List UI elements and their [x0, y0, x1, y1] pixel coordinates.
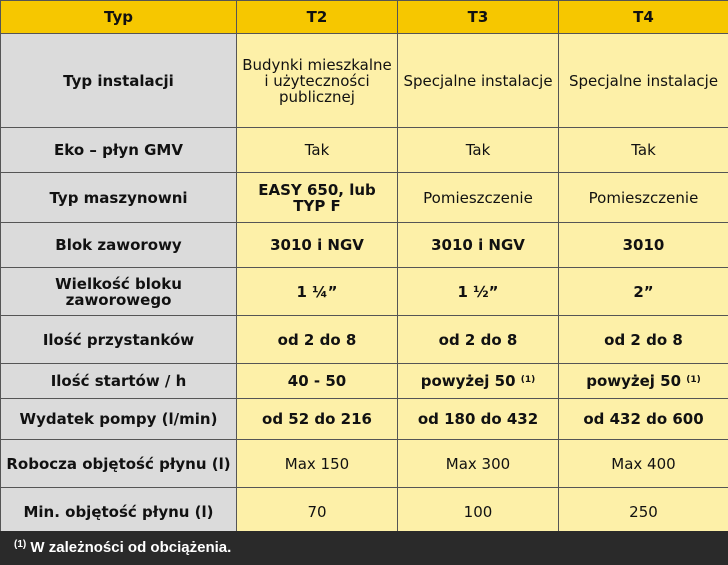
row-label: Eko – płyn GMV: [1, 128, 237, 173]
table-row: [1, 364, 728, 399]
cell-t4: Specjalne instalacje: [559, 34, 728, 128]
footnote-marker: (1): [520, 375, 536, 385]
cell-t3: Tak: [398, 128, 559, 173]
row-label: Blok zaworowy: [1, 223, 237, 268]
table-row: [1, 128, 728, 173]
row-label: Robocza objętość płynu (l): [1, 440, 237, 488]
cell-t4: 250: [559, 488, 728, 536]
row-label: Ilość przystanków: [1, 316, 237, 364]
table-row: [1, 223, 728, 268]
header-t4: T4: [559, 1, 728, 34]
cell-t4: [559, 364, 728, 399]
table-row: [1, 268, 728, 316]
table-row: [1, 488, 728, 536]
cell-t4: od 2 do 8: [559, 316, 728, 364]
cell-t2: 1 ¼”: [237, 268, 398, 316]
row-label: Min. objętość płynu (l): [1, 488, 237, 536]
cell-t4: Pomieszczenie: [559, 173, 728, 223]
footnote-text: W zależności od obciążenia.: [30, 539, 232, 556]
cell-t2: od 52 do 216: [237, 399, 398, 440]
cell-t2: Max 150: [237, 440, 398, 488]
cell-t3: od 2 do 8: [398, 316, 559, 364]
header-row: [1, 1, 728, 34]
cell-t3: 3010 i NGV: [398, 223, 559, 268]
row-label: Typ maszynowni: [1, 173, 237, 223]
cell-t3: 1 ½”: [398, 268, 559, 316]
cell-t3-text: powyżej 50: [420, 372, 516, 390]
cell-t2: Budynki mieszkalne i użyteczności publicznej: [237, 34, 398, 128]
cell-t2: od 2 do 8: [237, 316, 398, 364]
table-row: [1, 316, 728, 364]
cell-t4: Tak: [559, 128, 728, 173]
footnote: [0, 531, 728, 565]
table-row: [1, 173, 728, 223]
header-t2: T2: [237, 1, 398, 34]
cell-t3: [398, 364, 559, 399]
cell-t4: 2”: [559, 268, 728, 316]
row-label: Ilość startów / h: [1, 364, 237, 399]
table-row: [1, 399, 728, 440]
cell-t2: Tak: [237, 128, 398, 173]
row-label: Typ instalacji: [1, 34, 237, 128]
cell-t3: Pomieszczenie: [398, 173, 559, 223]
cell-t4-text: powyżej 50: [586, 372, 682, 390]
footnote-marker: (1): [686, 375, 701, 385]
cell-t2: 3010 i NGV: [237, 223, 398, 268]
cell-t3: 100: [398, 488, 559, 536]
cell-t2: 70: [237, 488, 398, 536]
table-row: [1, 34, 728, 128]
cell-t3: Specjalne instalacje: [398, 34, 559, 128]
cell-t3: od 180 do 432: [398, 399, 559, 440]
row-label: Wydatek pompy (l/min): [1, 399, 237, 440]
cell-t2: EASY 650, lub TYP F: [237, 173, 398, 223]
header-t3: T3: [398, 1, 559, 34]
row-label: Wielkość bloku zaworowego: [1, 268, 237, 316]
header-typ: Typ: [1, 1, 237, 34]
cell-t4: od 432 do 600: [559, 399, 728, 440]
cell-t3: Max 300: [398, 440, 559, 488]
cell-t4: 3010: [559, 223, 728, 268]
cell-t2: 40 - 50: [237, 364, 398, 399]
cell-t4: Max 400: [559, 440, 728, 488]
footnote-marker: (1): [14, 539, 27, 550]
table-row: [1, 440, 728, 488]
